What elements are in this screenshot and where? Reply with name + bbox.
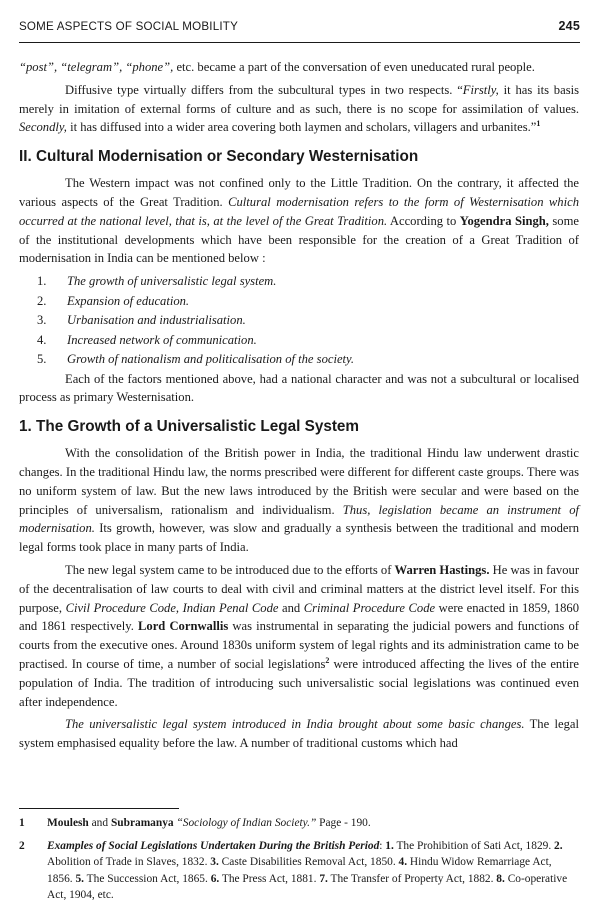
section-heading-legal-system: 1. The Growth of a Universalistic Legal System (19, 418, 360, 436)
list-item: 3. Urbanisation and industrialisation. (37, 313, 246, 328)
section-heading-cultural-modernisation: II. Cultural Modernisation or Secondary Westernisation (19, 148, 419, 166)
list-item: 5. Growth of nationalism and politicalisation of the society. (37, 352, 355, 367)
footnote-ref-1: 1 (536, 119, 541, 129)
main-text (19, 58, 579, 753)
list-item: 1. The growth of universalistic legal system. (37, 274, 277, 289)
list-item: 2. Expansion of education. (37, 293, 190, 308)
section2-after-list: Each of the factors mentioned above, had a national character and was not a subcultural or localised process as primary Westernisation. (19, 371, 579, 405)
author-name: Yogendra Singh, (459, 213, 549, 228)
running-title: SOME ASPECTS OF SOCIAL MOBILITY (19, 20, 239, 33)
intro-paragraph-1: “post”, “telegram”, “phone”, etc. became a part of the conversation of even uneducated rural people. (19, 60, 535, 74)
footnote-2: 2 Examples of Social Legislations Undertaken During the British Period: 1. The Prohibition of Sati Act, 1829. 2. Abolition of Trade in Slaves, 1832. 3. Caste Disabilities Removal Act, 1850. 4. Hindu Widow Remarriage Act, 1856. 5. The Succession Act, 1865. 6. The Press Act, 1881. 7. The Transfer of Property Act, 1882. 8. Co-operative Act, 1904, etc. (19, 839, 568, 901)
footnote-divider (19, 808, 179, 809)
quoted-terms: “post”, “telegram”, “phone”, (19, 60, 174, 74)
footnote-ref-2: 2 (325, 655, 330, 665)
intro-paragraph-2: Diffusive type virtually differs from the subcultural types in two respects. “Firstly, it has its basis merely in imitation of external forms of culture and as such, there is no scope for assimilation of values. Secondly, it has diffused into a wider area covering both laymen and scholars, villagers and urbanites.”$^1$ (19, 82, 579, 135)
legal-paragraph-2: The new legal system came to be introduced due to the efforts of Warren Hastings. He was in favour of the decentralisation of law courts to deal with civil and criminal matters at the district level itself. For this purpose, Civil Procedure Code, Indian Penal Code and Criminal Procedure Code were enacted in 1859, 1860 and 1861 respectively. Lord Cornwallis was instrumental in separating the judicial powers and functions of courts from the executive ones. Around 1830s uniform system of legal rights and its administration came to be practised. In course of time, a number of social legislations$^2$ were introduced affecting the lives of the entire population of India. The tradition of introducing such universalistic social legislations was continued even after independence. (19, 563, 580, 709)
legal-paragraph-3: The universalistic legal system introduced in India brought about some basic changes. The legal system emphasised equality before the law. A number of traditional customs which had (19, 717, 579, 751)
legal-paragraph-1: With the consolidation of the British power in India, the traditional Hindu law underwent drastic changes. In the traditional Hindu law, the norms prescribed were different for different caste groups. There was no uniform system of law. But the new laws introduced by the British were secular and were based on the principles of universalism, rationalism and individualism. Thus, legislation became an instrument of modernisation. Its growth, however, was slow and gradually a synthesis between the traditional and modern legal forms took place in many parts of India. (19, 446, 579, 555)
development-list (19, 272, 579, 370)
footnotes (19, 815, 578, 910)
running-header (19, 18, 580, 43)
list-item: 4. Increased network of communication. (37, 332, 257, 347)
page-number: 245 (558, 19, 580, 33)
section2-paragraph: The Western impact was not confined only to the Little Tradition. On the contrary, it affected the various aspects of the Great Tradition. Cultural modernisation refers to the form of Westernisation which occurred at the national level, that is, at the level of the Great Tradition. According to Yogendra Singh, some of the institutional developments which have been responsible for the creation of a Great Tradition of modernisation in India can be mentioned below : (19, 176, 579, 266)
footnote-1: 1 Moulesh and Subramanya “Sociology of Indian Society.” Page - 190. (19, 817, 371, 829)
